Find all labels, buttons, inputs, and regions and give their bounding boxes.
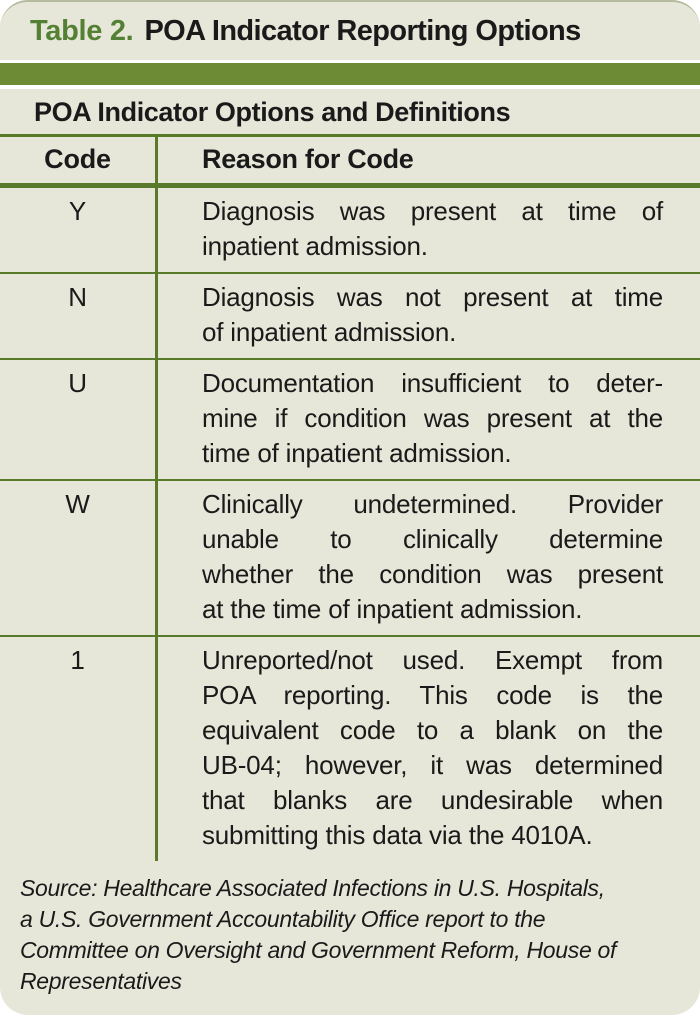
table-header-row bbox=[0, 137, 700, 188]
reason-cell: Diagnosis was not present at time of inpatient admission. bbox=[202, 282, 663, 347]
reason-cell: Unreported/not used. Exempt from POA reporting. This code is the equivalent code to a blank on the UB-04; however, it was determined that blanks are undesirable when submitting this data via the 4010A. bbox=[202, 645, 663, 850]
source-note: Source: Healthcare Associated Infections in U.S. Hospitals, a U.S. Government Accountability Office report to the Committee on Oversight and Government Reform, House of Representatives bbox=[20, 875, 617, 994]
table-row-n bbox=[0, 272, 700, 358]
table-caption bbox=[0, 0, 700, 60]
reason-cell: Diagnosis was present at time of inpatient admission. bbox=[202, 196, 663, 261]
table-row-1 bbox=[0, 635, 700, 861]
table-number: Table 2. bbox=[30, 14, 134, 47]
code-cell: N bbox=[0, 274, 158, 358]
reason-cell: Documentation insufficient to deter- mine if condition was present at the time of inpatient admission. bbox=[202, 368, 663, 468]
code-cell: 1 bbox=[0, 637, 158, 861]
table-row-u bbox=[0, 358, 700, 479]
column-header-reason: Reason for Code bbox=[202, 144, 414, 174]
table-row-y bbox=[0, 188, 700, 272]
table-caption-text: POA Indicator Reporting Options bbox=[144, 14, 581, 47]
code-cell: W bbox=[0, 481, 158, 635]
reason-cell: Clinically undetermined. Provider unable to clinically determine whether the condition was present at the time of inpatient admission. bbox=[202, 489, 663, 624]
poa-indicator-table bbox=[0, 89, 700, 1015]
code-cell: U bbox=[0, 360, 158, 479]
table-row-w bbox=[0, 479, 700, 635]
code-cell: Y bbox=[0, 188, 158, 272]
column-header-code: Code bbox=[0, 137, 158, 183]
table-section-header: POA Indicator Options and Definitions bbox=[0, 89, 700, 137]
green-divider-band bbox=[0, 63, 700, 85]
